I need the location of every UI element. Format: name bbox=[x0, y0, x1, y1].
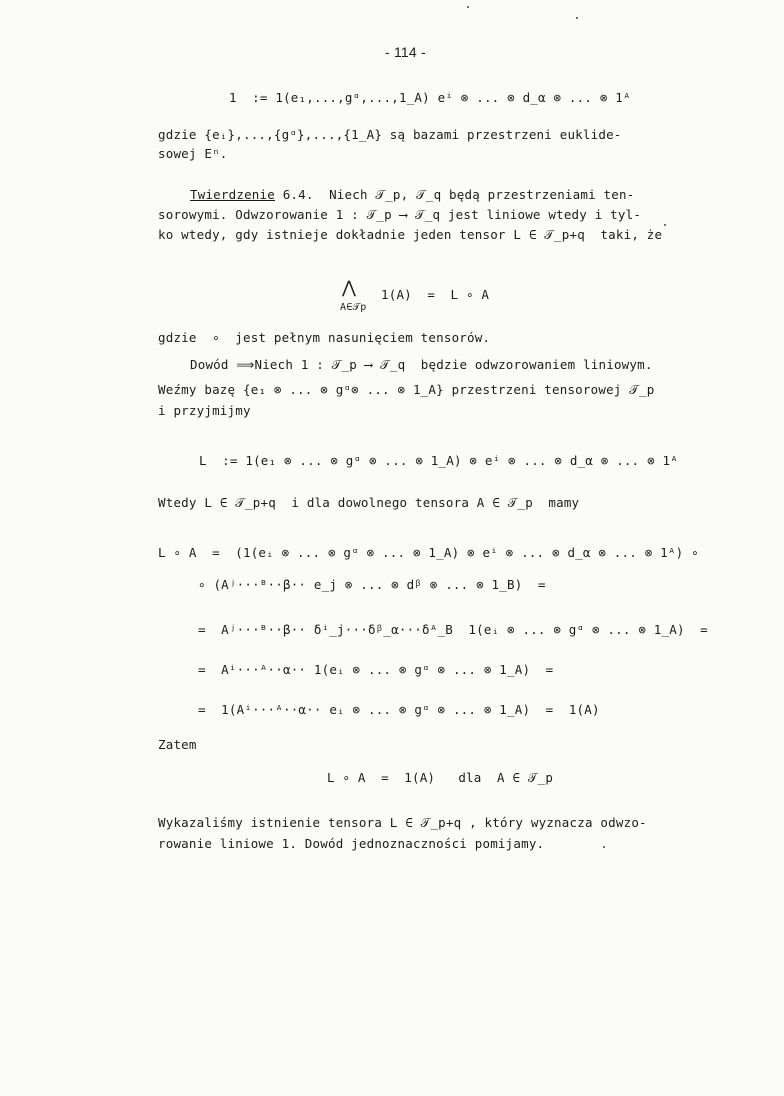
text-line: Weźmy bazę {e₁ ⊗ ... ⊗ gᵅ⊗ ... ⊗ 1_A} przestrzeni tensorowej 𝒯_p bbox=[158, 382, 655, 397]
theorem-text: 6.4. Niech 𝒯_p, 𝒯_q będą przestrzeniami ten- bbox=[274, 187, 635, 202]
equation-definition: 1 := 1(e₁,...,gᵅ,...,1_A) eⁱ ⊗ ... ⊗ d_α ⊗ ... ⊗ 1ᴬ bbox=[229, 90, 631, 105]
text-line: rowanie liniowe 1. Dowód jednoznaczności pomijamy. bbox=[158, 836, 545, 851]
proof-start: Dowód ⟹Niech 1 : 𝒯_p ⟶ 𝒯_q będzie odwzorowaniem liniowym. bbox=[190, 357, 653, 372]
scan-speck bbox=[576, 17, 578, 19]
page-number: - 114 - bbox=[385, 44, 426, 60]
equation-theorem: 1(A) = L ∘ A bbox=[381, 287, 490, 302]
text-line: Wykazaliśmy istnienie tensora L ∈ 𝒯_p+q , który wyznacza odwzo- bbox=[158, 815, 647, 830]
computation-line: L ∘ A = (1(eᵢ ⊗ ... ⊗ gᵅ ⊗ ... ⊗ 1_A) ⊗ eⁱ ⊗ ... ⊗ d_α ⊗ ... ⊗ 1ᴬ) ∘ bbox=[158, 545, 699, 560]
text-line: Wtedy L ∈ 𝒯_p+q i dla dowolnego tensora A ∈ 𝒯_p mamy bbox=[158, 495, 580, 510]
wedge-subscript: A∈𝒯p bbox=[340, 302, 367, 313]
text-line: i przyjmijmy bbox=[158, 403, 251, 418]
text-line: gdzie {eᵢ},...,{gᵅ},...,{1_A} są bazami przestrzeni euklide- bbox=[158, 127, 622, 142]
text-line: gdzie ∘ jest pełnym nasunięciem tensorów. bbox=[158, 330, 491, 345]
computation-line: = Aⁱ···ᴬ··α·· 1(eᵢ ⊗ ... ⊗ gᵅ ⊗ ... ⊗ 1_A) = bbox=[198, 662, 554, 677]
scan-speck bbox=[467, 6, 469, 8]
scan-speck bbox=[664, 224, 666, 226]
computation-line: = Aʲ···ᴮ··β·· δⁱ_j···δᵝ_α···δᴬ_B 1(eᵢ ⊗ ... ⊗ gᵅ ⊗ ... ⊗ 1_A) = bbox=[198, 622, 708, 637]
text-line: Zatem bbox=[158, 737, 197, 752]
text-line: sowej Eⁿ. bbox=[158, 146, 228, 161]
computation-line: ∘ (Aʲ···ᴮ··β·· e_j ⊗ ... ⊗ dᵝ ⊗ ... ⊗ 1_B) = bbox=[198, 577, 546, 592]
equation-L-definition: L := 1(e₁ ⊗ ... ⊗ gᵅ ⊗ ... ⊗ 1_A) ⊗ eⁱ ⊗ ... ⊗ d_α ⊗ ... ⊗ 1ᴬ bbox=[199, 453, 678, 468]
scan-speck bbox=[603, 846, 605, 848]
theorem-label: Twierdzenie bbox=[190, 187, 275, 202]
computation-line: = 1(Aⁱ···ᴬ··α·· eᵢ ⊗ ... ⊗ gᵅ ⊗ ... ⊗ 1_A) = 1(A) bbox=[198, 702, 600, 717]
theorem-heading bbox=[190, 187, 634, 203]
text-line: ko wtedy, gdy istnieje dokładnie jeden tensor L ∈ 𝒯_p+q taki, że bbox=[158, 227, 663, 242]
wedge-symbol: ⋀ bbox=[342, 278, 357, 298]
text-line: sorowymi. Odwzorowanie 1 : 𝒯_p ⟶ 𝒯_q jest liniowe wtedy i tyl- bbox=[158, 207, 642, 222]
equation-conclusion: L ∘ A = 1(A) dla A ∈ 𝒯_p bbox=[327, 770, 554, 785]
